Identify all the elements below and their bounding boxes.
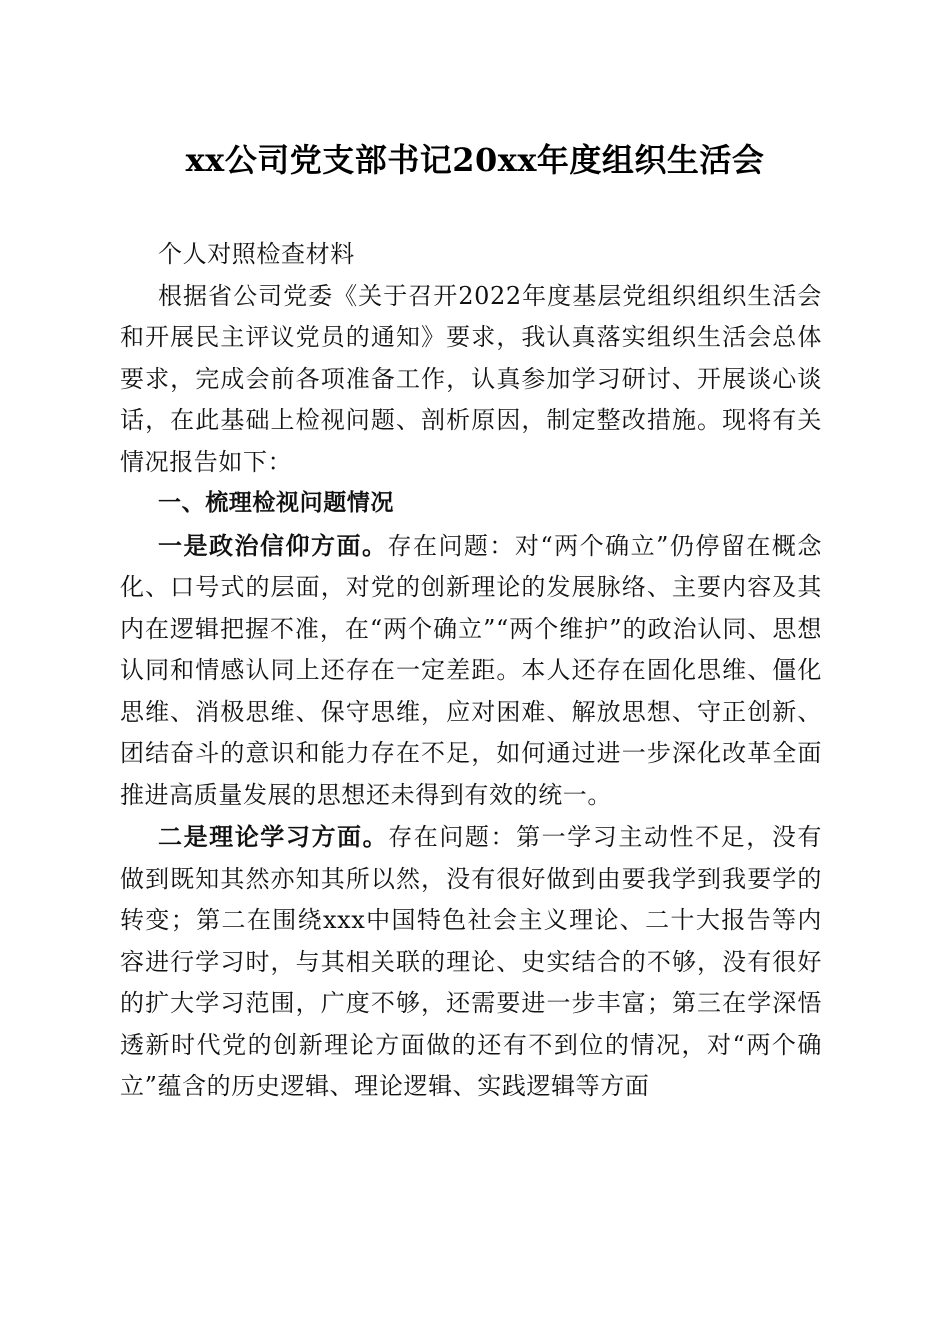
item1-lead: 一是政治信仰方面。 (158, 530, 388, 560)
item1-paragraph (120, 525, 822, 817)
item2-text: 存在问题：第一学习主动性不足，没有做到既知其然亦知其所以然，没有很好做到由要我学到我要学的转变；第二在围绕xxx中国特色社会主义理论、二十大报告等内容进行学习时，与其相关联的理论、史实结合的不够，没有很好的扩大学习范围，广度不够，还需要进一步丰富；第三在学深悟透新时代党的创新理论方面做的还有不到位的情况，对“两个确立”蕴含的历史逻辑、理论逻辑、实践逻辑等方面 (120, 823, 822, 1100)
item2-lead: 二是理论学习方面。 (158, 822, 389, 851)
document-title: xx公司党支部书记20xx年度组织生活会 (185, 141, 765, 179)
document-body (120, 234, 822, 1108)
item1-text: 存在问题：对“两个确立”仍停留在概念化、口号式的层面，对党的创新理论的发展脉络、主要内容及其内在逻辑把握不准，在“两个确立”“两个维护”的政治认同、思想认同和情感认同上还存在一定差距。本人还存在固化思维、僵化思维、消极思维、保守思维，应对困难、解放思想、守正创新、团结奋斗的意识和能力存在不足，如何通过进一步深化改革全面推进高质量发展的思想还未得到有效的统一。 (120, 531, 822, 809)
section-heading: 一、梳理检视问题情况 (158, 490, 394, 516)
document-subtitle: 个人对照检查材料 (158, 240, 355, 268)
intro-paragraph: 根据省公司党委《关于召开2022年度基层党组织组织生活会和开展民主评议党员的通知》要求，我认真落实组织生活会总体要求，完成会前各项准备工作，认真参加学习研讨、开展谈心谈话，在此基础上检视问题、剖析原因，制定整改措施。现将有关情况报告如下： (120, 281, 822, 476)
item2-paragraph (120, 816, 822, 1108)
